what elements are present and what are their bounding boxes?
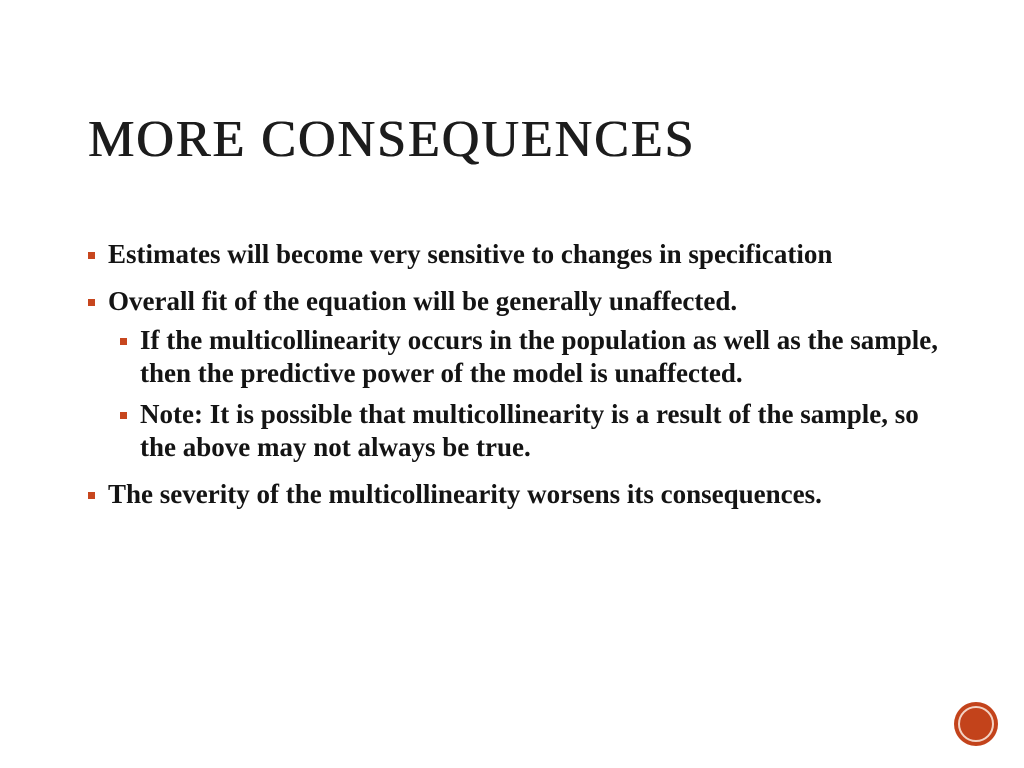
square-bullet-icon [120, 412, 127, 419]
bullet-list [88, 238, 948, 525]
bullet-text: Estimates will become very sensitive to changes in specification [108, 239, 833, 269]
bullet-text: Overall fit of the equation will be generally unaffected. [108, 286, 738, 316]
bullet-text: The severity of the multicollinearity worsens its consequences. [108, 479, 822, 509]
square-bullet-icon [120, 338, 127, 345]
sub-bullet-item [120, 324, 948, 390]
bullet-item [88, 285, 948, 318]
square-bullet-icon [88, 299, 95, 306]
sub-bullet-list [120, 324, 948, 464]
bullet-item [88, 478, 948, 511]
bullet-item [88, 238, 948, 271]
square-bullet-icon [88, 492, 95, 499]
slide-title: MORE CONSEQUENCES [88, 111, 696, 168]
slide-number-badge-icon [954, 702, 998, 746]
square-bullet-icon [88, 252, 95, 259]
sub-bullet-text: If the multicollinearity occurs in the population as well as the sample, then the predictive power of the model is unaffected. [140, 325, 938, 388]
sub-bullet-text: Note: It is possible that multicollinearity is a result of the sample, so the above may not always be true. [140, 399, 919, 462]
sub-bullet-item [120, 398, 948, 464]
